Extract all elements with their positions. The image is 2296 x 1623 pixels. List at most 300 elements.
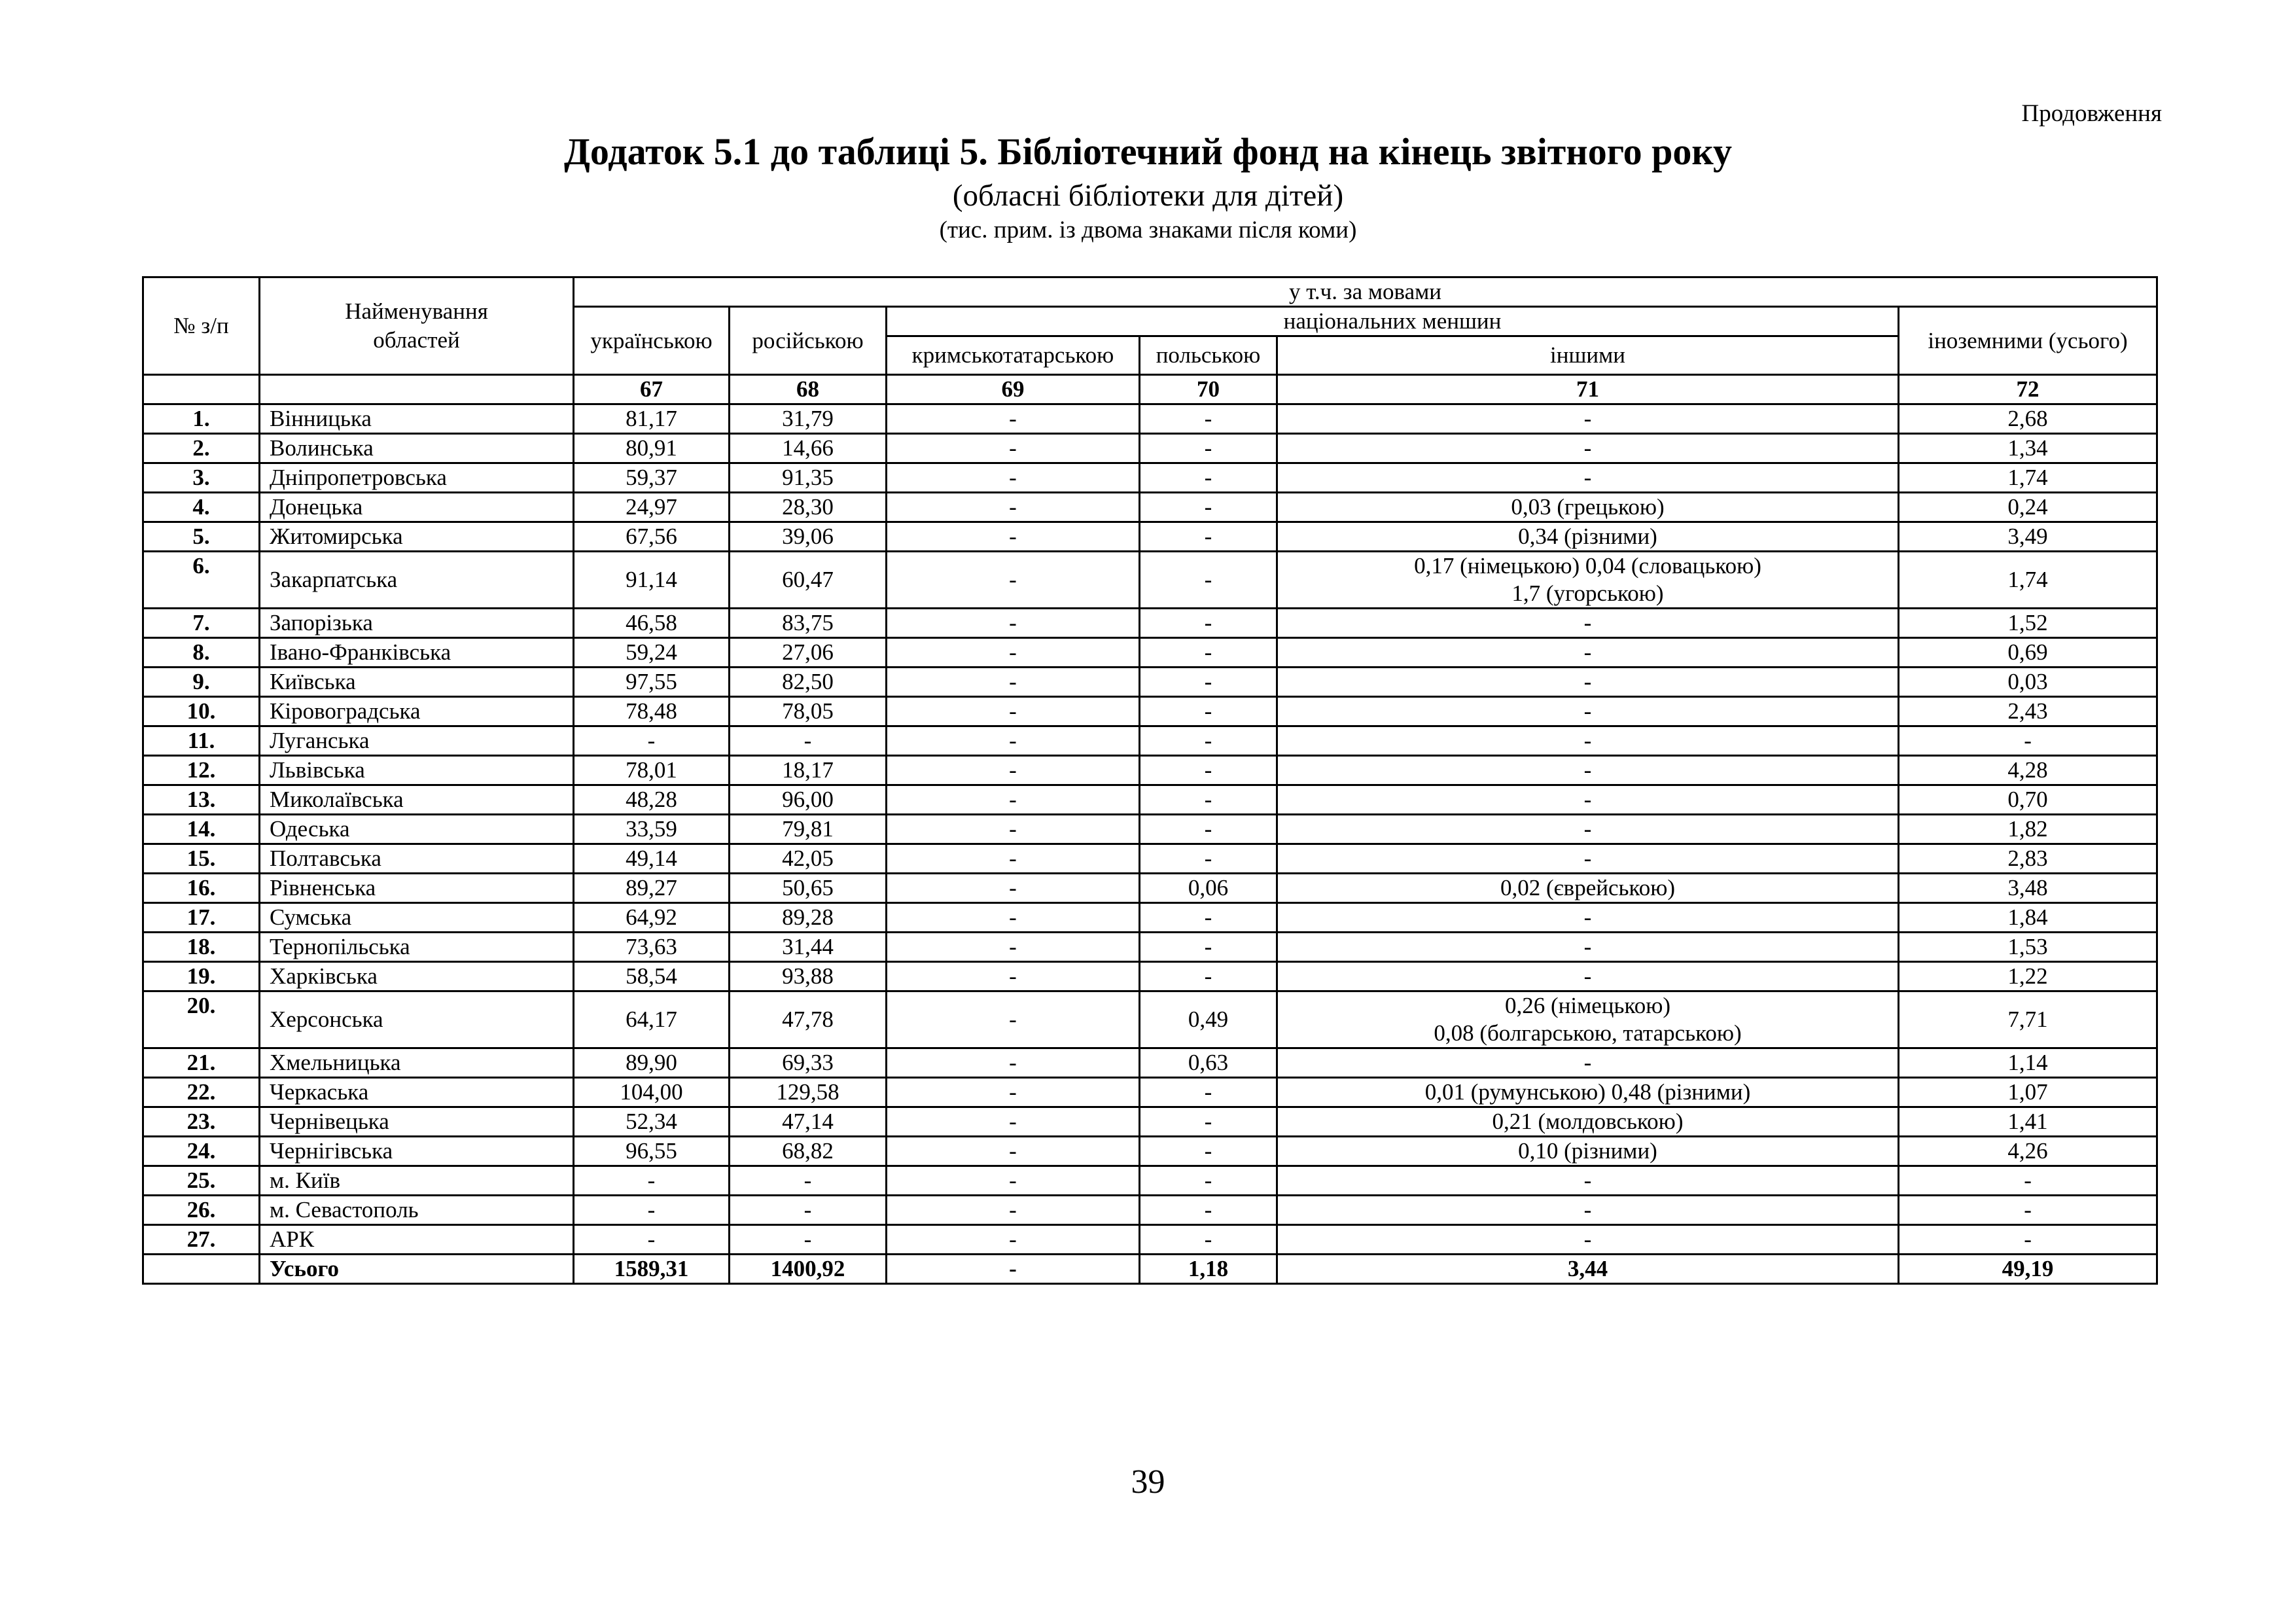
region-name: Чернігівська <box>260 1137 574 1166</box>
others-line: 0,10 (різними) <box>1518 1138 1657 1164</box>
others-line: 0,08 (болгарською, татарською) <box>1434 1020 1742 1046</box>
polish-value: - <box>1140 463 1277 493</box>
ukrainian-value: 59,37 <box>574 463 730 493</box>
foreign-value: 1,41 <box>1899 1107 2157 1137</box>
russian-value: - <box>730 1166 887 1196</box>
region-name: Тернопільська <box>260 933 574 962</box>
others-value <box>1277 1225 1899 1255</box>
others-value <box>1277 991 1899 1048</box>
ukrainian-value: 1589,31 <box>574 1255 730 1284</box>
russian-value: 18,17 <box>730 756 887 785</box>
foreign-value: 2,43 <box>1899 697 2157 726</box>
crimean-tatar-value: - <box>887 493 1140 522</box>
polish-value: - <box>1140 493 1277 522</box>
header-row-number: № з/п <box>143 277 260 375</box>
foreign-value: 49,19 <box>1899 1255 2157 1284</box>
russian-value: 50,65 <box>730 874 887 903</box>
ukrainian-value: 67,56 <box>574 522 730 552</box>
ukrainian-value: - <box>574 1196 730 1225</box>
polish-value: - <box>1140 552 1277 609</box>
others-value <box>1277 1166 1899 1196</box>
others-line: - <box>1583 904 1592 930</box>
row-number: 13. <box>143 785 260 815</box>
continuation-label: Продовження <box>2021 100 2162 127</box>
row-number: 14. <box>143 815 260 844</box>
crimean-tatar-value: - <box>887 1078 1140 1107</box>
polish-value: 0,06 <box>1140 874 1277 903</box>
column-number: 72 <box>1899 375 2157 404</box>
others-line: - <box>1583 963 1592 989</box>
others-line: - <box>1583 639 1592 665</box>
others-value <box>1277 785 1899 815</box>
crimean-tatar-value: - <box>887 962 1140 991</box>
row-number: 3. <box>143 463 260 493</box>
others-line: - <box>1583 816 1592 842</box>
others-line: - <box>1583 1197 1592 1222</box>
row-number: 25. <box>143 1166 260 1196</box>
region-name: Чернівецька <box>260 1107 574 1137</box>
others-value <box>1277 726 1899 756</box>
region-name: Рівненська <box>260 874 574 903</box>
foreign-value: 7,71 <box>1899 991 2157 1048</box>
table-row <box>143 1225 2157 1255</box>
ukrainian-value: 33,59 <box>574 815 730 844</box>
row-number: 17. <box>143 903 260 933</box>
polish-value: - <box>1140 697 1277 726</box>
others-line: - <box>1583 787 1592 812</box>
column-number-blank <box>143 375 260 404</box>
polish-value: - <box>1140 1107 1277 1137</box>
crimean-tatar-value: - <box>887 815 1140 844</box>
table-row <box>143 933 2157 962</box>
foreign-value: 1,14 <box>1899 1048 2157 1078</box>
others-value <box>1277 1048 1899 1078</box>
foreign-value: 0,24 <box>1899 493 2157 522</box>
region-name: Вінницька <box>260 404 574 434</box>
ukrainian-value: - <box>574 1166 730 1196</box>
polish-value: - <box>1140 1137 1277 1166</box>
ukrainian-value: 97,55 <box>574 668 730 697</box>
crimean-tatar-value: - <box>887 1196 1140 1225</box>
polish-value: - <box>1140 756 1277 785</box>
ukrainian-value: 46,58 <box>574 609 730 638</box>
foreign-value: 3,49 <box>1899 522 2157 552</box>
russian-value: 93,88 <box>730 962 887 991</box>
polish-value: - <box>1140 1225 1277 1255</box>
row-number: 12. <box>143 756 260 785</box>
region-name: Херсонська <box>260 991 574 1048</box>
others-line: - <box>1583 1168 1592 1193</box>
others-value <box>1277 1196 1899 1225</box>
russian-value: 129,58 <box>730 1078 887 1107</box>
others-value <box>1277 434 1899 463</box>
others-line: 0,02 (єврейською) <box>1500 875 1675 901</box>
region-name: Кіровоградська <box>260 697 574 726</box>
ukrainian-value: 104,00 <box>574 1078 730 1107</box>
russian-value: 83,75 <box>730 609 887 638</box>
row-number: 11. <box>143 726 260 756</box>
region-name: Усього <box>260 1255 574 1284</box>
row-number: 5. <box>143 522 260 552</box>
others-line: 3,44 <box>1567 1256 1608 1281</box>
russian-value: 91,35 <box>730 463 887 493</box>
crimean-tatar-value: - <box>887 434 1140 463</box>
others-value <box>1277 609 1899 638</box>
russian-value: - <box>730 1225 887 1255</box>
others-value <box>1277 493 1899 522</box>
others-line: - <box>1583 1050 1592 1075</box>
header-languages-group: у т.ч. за мовами <box>574 277 2157 307</box>
region-name: м. Севастополь <box>260 1196 574 1225</box>
header-others: іншими <box>1277 336 1899 375</box>
header-ukrainian: українською <box>574 307 730 375</box>
crimean-tatar-value: - <box>887 1166 1140 1196</box>
ukrainian-value: 96,55 <box>574 1137 730 1166</box>
row-number: 8. <box>143 638 260 668</box>
others-line: - <box>1583 406 1592 431</box>
row-number: 2. <box>143 434 260 463</box>
page-number: 39 <box>1131 1463 1165 1501</box>
foreign-value: 2,83 <box>1899 844 2157 874</box>
others-line: 0,26 (німецькою) <box>1504 993 1670 1018</box>
crimean-tatar-value: - <box>887 903 1140 933</box>
crimean-tatar-value: - <box>887 522 1140 552</box>
others-line: - <box>1583 846 1592 871</box>
polish-value: - <box>1140 785 1277 815</box>
others-line: 0,21 (молдовською) <box>1492 1109 1684 1134</box>
ukrainian-value: 73,63 <box>574 933 730 962</box>
crimean-tatar-value: - <box>887 552 1140 609</box>
russian-value: 28,30 <box>730 493 887 522</box>
ukrainian-value: 91,14 <box>574 552 730 609</box>
foreign-value: 1,53 <box>1899 933 2157 962</box>
table-row <box>143 463 2157 493</box>
table-row <box>143 815 2157 844</box>
column-number: 68 <box>730 375 887 404</box>
row-number: 18. <box>143 933 260 962</box>
foreign-value: 4,26 <box>1899 1137 2157 1166</box>
others-value <box>1277 933 1899 962</box>
table-row <box>143 1078 2157 1107</box>
others-value <box>1277 844 1899 874</box>
polish-value: - <box>1140 668 1277 697</box>
others-line: 0,03 (грецькою) <box>1511 494 1665 520</box>
row-number: 9. <box>143 668 260 697</box>
others-value <box>1277 903 1899 933</box>
table-row <box>143 1196 2157 1225</box>
polish-value: - <box>1140 404 1277 434</box>
crimean-tatar-value: - <box>887 1107 1140 1137</box>
table-row <box>143 903 2157 933</box>
others-line: - <box>1583 610 1592 635</box>
table-row <box>143 962 2157 991</box>
russian-value: 1400,92 <box>730 1255 887 1284</box>
others-value <box>1277 874 1899 903</box>
others-value <box>1277 1137 1899 1166</box>
ukrainian-value: 64,92 <box>574 903 730 933</box>
region-name: Волинська <box>260 434 574 463</box>
region-name: Полтавська <box>260 844 574 874</box>
region-name: Київська <box>260 668 574 697</box>
region-name: Луганська <box>260 726 574 756</box>
table-row <box>143 434 2157 463</box>
russian-value: 78,05 <box>730 697 887 726</box>
russian-value: 42,05 <box>730 844 887 874</box>
others-value <box>1277 815 1899 844</box>
units-note: (тис. прим. із двома знаками після коми) <box>939 217 1357 243</box>
column-number: 69 <box>887 375 1140 404</box>
row-number: 7. <box>143 609 260 638</box>
others-line: - <box>1583 435 1592 461</box>
russian-value: 96,00 <box>730 785 887 815</box>
others-value <box>1277 756 1899 785</box>
foreign-value: 0,69 <box>1899 638 2157 668</box>
others-value <box>1277 668 1899 697</box>
table-row <box>143 638 2157 668</box>
russian-value: 82,50 <box>730 668 887 697</box>
russian-value: 47,14 <box>730 1107 887 1137</box>
russian-value: 31,79 <box>730 404 887 434</box>
foreign-value: - <box>1899 1225 2157 1255</box>
region-name: Львівська <box>260 756 574 785</box>
others-line: - <box>1583 1226 1592 1252</box>
others-line: - <box>1583 698 1592 724</box>
table-row <box>143 785 2157 815</box>
foreign-value: - <box>1899 726 2157 756</box>
table-row <box>143 844 2157 874</box>
others-line: - <box>1583 757 1592 783</box>
ukrainian-value: 52,34 <box>574 1107 730 1137</box>
row-number: 4. <box>143 493 260 522</box>
polish-value: 0,49 <box>1140 991 1277 1048</box>
crimean-tatar-value: - <box>887 638 1140 668</box>
ukrainian-value: 24,97 <box>574 493 730 522</box>
table-row <box>143 726 2157 756</box>
region-name: Сумська <box>260 903 574 933</box>
table-row <box>143 552 2157 609</box>
region-name: Запорізька <box>260 609 574 638</box>
polish-value: - <box>1140 434 1277 463</box>
crimean-tatar-value: - <box>887 874 1140 903</box>
others-value <box>1277 1255 1899 1284</box>
others-value <box>1277 638 1899 668</box>
foreign-value: 1,74 <box>1899 552 2157 609</box>
crimean-tatar-value: - <box>887 844 1140 874</box>
region-name: Закарпатська <box>260 552 574 609</box>
header-russian: російською <box>730 307 887 375</box>
region-name: Харківська <box>260 962 574 991</box>
library-fund-table <box>142 276 2158 1285</box>
crimean-tatar-value: - <box>887 726 1140 756</box>
polish-value: - <box>1140 1196 1277 1225</box>
russian-value: - <box>730 1196 887 1225</box>
column-number-blank <box>260 375 574 404</box>
ukrainian-value: 89,27 <box>574 874 730 903</box>
ukrainian-value: 48,28 <box>574 785 730 815</box>
others-line: - <box>1583 934 1592 959</box>
table-row <box>143 697 2157 726</box>
ukrainian-value: 59,24 <box>574 638 730 668</box>
polish-value: 1,18 <box>1140 1255 1277 1284</box>
table-row <box>143 756 2157 785</box>
others-value <box>1277 962 1899 991</box>
document-title: Додаток 5.1 до таблиці 5. Бібліотечний фонд на кінець звітного року <box>564 130 1732 173</box>
ukrainian-value: 49,14 <box>574 844 730 874</box>
polish-value: - <box>1140 933 1277 962</box>
foreign-value: 0,70 <box>1899 785 2157 815</box>
foreign-value: 2,68 <box>1899 404 2157 434</box>
russian-value: - <box>730 726 887 756</box>
row-number: 10. <box>143 697 260 726</box>
total-row <box>143 1255 2157 1284</box>
region-name: Хмельницька <box>260 1048 574 1078</box>
table-row <box>143 1048 2157 1078</box>
crimean-tatar-value: - <box>887 1048 1140 1078</box>
crimean-tatar-value: - <box>887 697 1140 726</box>
others-value <box>1277 522 1899 552</box>
region-name: Одеська <box>260 815 574 844</box>
region-name: Черкаська <box>260 1078 574 1107</box>
polish-value: - <box>1140 1166 1277 1196</box>
region-name: м. Київ <box>260 1166 574 1196</box>
polish-value: - <box>1140 522 1277 552</box>
table-row <box>143 1166 2157 1196</box>
ukrainian-value: 78,01 <box>574 756 730 785</box>
row-number: 19. <box>143 962 260 991</box>
foreign-value: - <box>1899 1166 2157 1196</box>
foreign-value: 1,74 <box>1899 463 2157 493</box>
column-numbers-row <box>143 375 2157 404</box>
polish-value: - <box>1140 609 1277 638</box>
russian-value: 14,66 <box>730 434 887 463</box>
column-number: 70 <box>1140 375 1277 404</box>
others-value <box>1277 552 1899 609</box>
polish-value: - <box>1140 962 1277 991</box>
foreign-value: 1,07 <box>1899 1078 2157 1107</box>
foreign-value: 3,48 <box>1899 874 2157 903</box>
polish-value: 0,63 <box>1140 1048 1277 1078</box>
polish-value: - <box>1140 1078 1277 1107</box>
header-minorities-group: національних меншин <box>887 307 1899 336</box>
region-name: Житомирська <box>260 522 574 552</box>
table-body <box>143 404 2157 1284</box>
region-name: Дніпропетровська <box>260 463 574 493</box>
region-name: Донецька <box>260 493 574 522</box>
others-line: 1,7 (угорською) <box>1511 580 1664 606</box>
foreign-value: 1,82 <box>1899 815 2157 844</box>
others-value <box>1277 1078 1899 1107</box>
russian-value: 68,82 <box>730 1137 887 1166</box>
crimean-tatar-value: - <box>887 463 1140 493</box>
crimean-tatar-value: - <box>887 1225 1140 1255</box>
row-number: 20. <box>143 991 260 1048</box>
table-row <box>143 522 2157 552</box>
table-row <box>143 668 2157 697</box>
crimean-tatar-value: - <box>887 1255 1140 1284</box>
row-number: 22. <box>143 1078 260 1107</box>
table-row <box>143 609 2157 638</box>
others-value <box>1277 1107 1899 1137</box>
foreign-value: 1,84 <box>1899 903 2157 933</box>
table-row <box>143 1137 2157 1166</box>
ukrainian-value: - <box>574 1225 730 1255</box>
russian-value: 31,44 <box>730 933 887 962</box>
ukrainian-value: 81,17 <box>574 404 730 434</box>
region-name: Івано-Франківська <box>260 638 574 668</box>
table-row <box>143 1107 2157 1137</box>
russian-value: 47,78 <box>730 991 887 1048</box>
russian-value: 89,28 <box>730 903 887 933</box>
russian-value: 60,47 <box>730 552 887 609</box>
foreign-value: 1,22 <box>1899 962 2157 991</box>
russian-value: 69,33 <box>730 1048 887 1078</box>
crimean-tatar-value: - <box>887 785 1140 815</box>
row-number: 26. <box>143 1196 260 1225</box>
crimean-tatar-value: - <box>887 609 1140 638</box>
others-line: - <box>1583 728 1592 753</box>
crimean-tatar-value: - <box>887 1137 1140 1166</box>
others-line: 0,17 (німецькою) 0,04 (словацькою) <box>1414 553 1761 579</box>
foreign-value: 0,03 <box>1899 668 2157 697</box>
crimean-tatar-value: - <box>887 668 1140 697</box>
polish-value: - <box>1140 726 1277 756</box>
ukrainian-value: 58,54 <box>574 962 730 991</box>
crimean-tatar-value: - <box>887 933 1140 962</box>
others-line: - <box>1583 465 1592 490</box>
document-subtitle: (обласні бібліотеки для дітей) <box>952 179 1344 213</box>
others-line: 0,01 (румунською) 0,48 (різними) <box>1424 1079 1751 1105</box>
header-foreign: іноземними (усього) <box>1899 307 2157 375</box>
region-name: Миколаївська <box>260 785 574 815</box>
row-number: 24. <box>143 1137 260 1166</box>
column-number: 67 <box>574 375 730 404</box>
row-number: 15. <box>143 844 260 874</box>
polish-value: - <box>1140 844 1277 874</box>
header-polish: польською <box>1140 336 1277 375</box>
crimean-tatar-value: - <box>887 991 1140 1048</box>
table-row <box>143 404 2157 434</box>
others-value <box>1277 404 1899 434</box>
others-line: - <box>1583 669 1592 694</box>
foreign-value: - <box>1899 1196 2157 1225</box>
ukrainian-value: 64,17 <box>574 991 730 1048</box>
row-number: 6. <box>143 552 260 609</box>
ukrainian-value: - <box>574 726 730 756</box>
foreign-value: 1,52 <box>1899 609 2157 638</box>
region-name: АРК <box>260 1225 574 1255</box>
others-value <box>1277 463 1899 493</box>
column-number: 71 <box>1277 375 1899 404</box>
ukrainian-value: 89,90 <box>574 1048 730 1078</box>
ukrainian-value: 80,91 <box>574 434 730 463</box>
polish-value: - <box>1140 638 1277 668</box>
russian-value: 27,06 <box>730 638 887 668</box>
row-number: 23. <box>143 1107 260 1137</box>
table-row <box>143 874 2157 903</box>
russian-value: 79,81 <box>730 815 887 844</box>
foreign-value: 1,34 <box>1899 434 2157 463</box>
polish-value: - <box>1140 815 1277 844</box>
polish-value: - <box>1140 903 1277 933</box>
row-number: 1. <box>143 404 260 434</box>
foreign-value: 4,28 <box>1899 756 2157 785</box>
row-number: 21. <box>143 1048 260 1078</box>
others-value <box>1277 697 1899 726</box>
row-number: 27. <box>143 1225 260 1255</box>
crimean-tatar-value: - <box>887 404 1140 434</box>
crimean-tatar-value: - <box>887 756 1140 785</box>
row-number: 16. <box>143 874 260 903</box>
